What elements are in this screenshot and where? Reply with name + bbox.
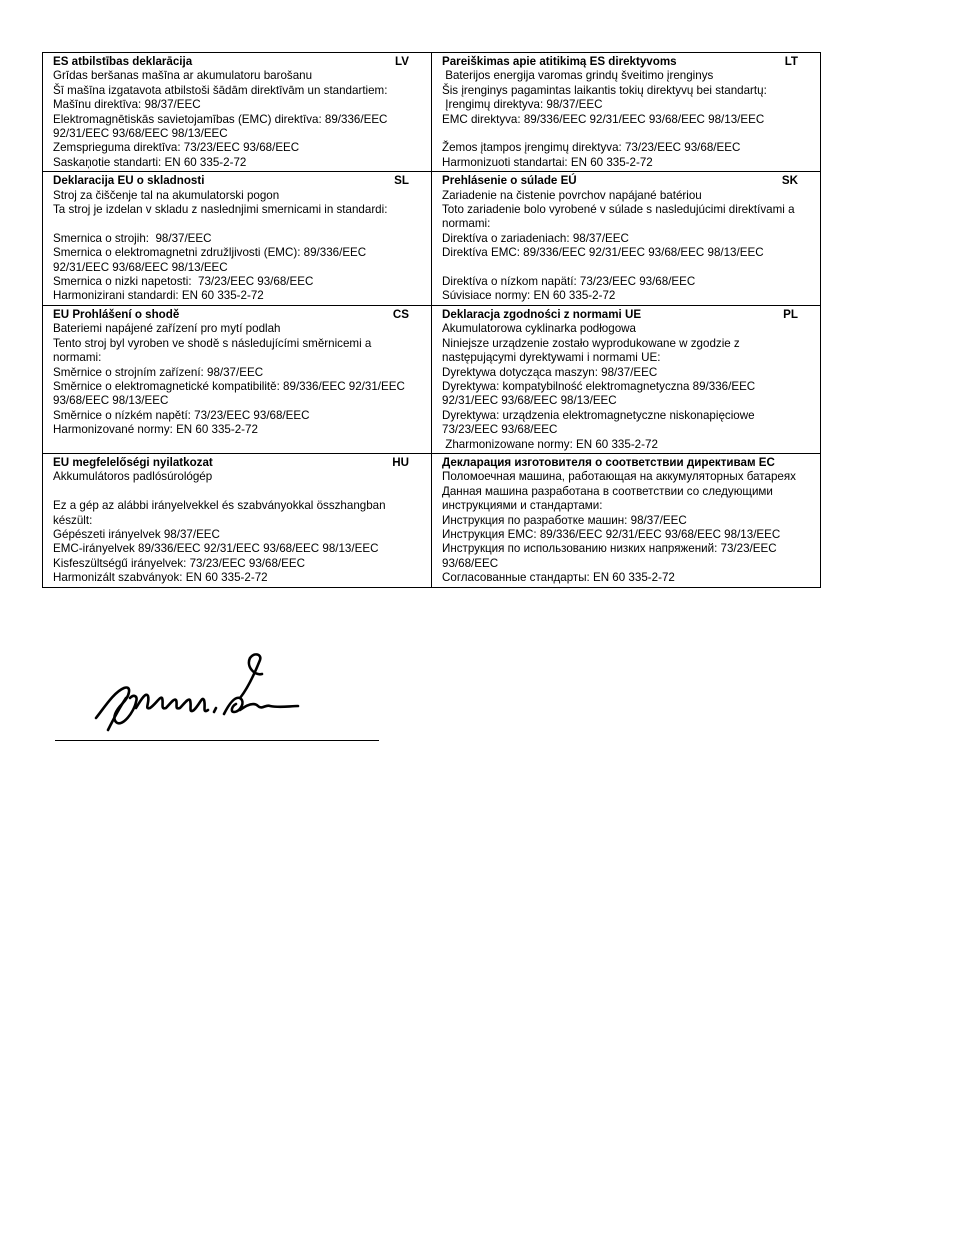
- declaration-line: Saskaņotie standarti: EN 60 335-2-72: [53, 155, 247, 169]
- declaration-cell: [432, 53, 821, 172]
- declaration-line: Baterijos energija varomas grindų šveitimo įrenginys: [442, 69, 714, 83]
- declaration-line: Elektromagnētiskās savietojamības (EMC) direktīva: 89/336/EEC 92/31/EEC 93/68/EEC 98/13/EEC: [53, 112, 391, 141]
- declaration-cell: [432, 453, 821, 587]
- declaration-line: Směrnice o elektromagnetické kompatibilitě: 89/336/EEC 92/31/EEC 93/68/EEC 98/13/EEC: [53, 379, 409, 408]
- declaration-line: Bateriemi napájené zařízení pro mytí podlah: [53, 322, 281, 336]
- declaration-line: Zemsprieguma direktīva: 73/23/EEC 93/68/EEC: [53, 141, 300, 155]
- declaration-header: [53, 456, 421, 470]
- declaration-line: Direktíva EMC: 89/336/EEC 92/31/EEC 93/68/EEC 98/13/EEC: [442, 246, 764, 260]
- declaration-cell: [432, 305, 821, 453]
- declaration-line: Niniejsze urządzenie zostało wyprodukowane w zgodzie z następującymi dyrektywami i normami UE:: [442, 336, 743, 365]
- declaration-line: Инструкция EMC: 89/336/EEC 92/31/EEC 93/68/EEC 98/13/EEC: [442, 527, 781, 541]
- declaration-cell: [43, 305, 432, 453]
- declaration-header: [442, 308, 810, 322]
- declaration-line: Súvisiace normy: EN 60 335-2-72: [442, 289, 616, 303]
- declarations-table: [42, 52, 821, 588]
- declaration-line: Akkumulátoros padlósúrológép: [53, 470, 213, 484]
- declaration-line: Zariadenie na čistenie povrchov napájané batériou: [442, 188, 702, 202]
- declaration-line: Dyrektywa: urządzenia elektromagnetyczne niskonapięciowe 73/23/EEC 93/68/EEC: [442, 408, 758, 437]
- declaration-row: [43, 172, 821, 306]
- declaration-row: [43, 453, 821, 587]
- declaration-line: Šis įrenginys pagamintas laikantis tokių direktyvų bei standartų:: [442, 83, 767, 97]
- declaration-header: [442, 456, 810, 470]
- declaration-cell: [432, 172, 821, 306]
- declaration-title: Prehlásenie o súlade EÚ: [442, 174, 577, 188]
- declaration-line: EMC direktyva: 89/336/EEC 92/31/EEC 93/68/EEC 98/13/EEC: [442, 112, 765, 126]
- declaration-cell: [43, 172, 432, 306]
- declaration-line: [53, 485, 421, 499]
- declaration-line: Harmonizált szabványok: EN 60 335-2-72: [53, 571, 268, 585]
- declaration-line: Šī mašīna izgatavota atbilstoši šādām direktīvām un standartiem:: [53, 83, 388, 97]
- declaration-line: Grīdas beršanas mašīna ar akumulatoru barošanu: [53, 69, 313, 83]
- language-code: SK: [781, 174, 798, 188]
- declaration-line: Mašīnu direktīva: 98/37/EEC: [53, 98, 201, 112]
- declaration-line: Ta stroj je izdelan v skladu z naslednjimi smernicami in standardi:: [53, 203, 388, 217]
- signature-icon: [90, 652, 302, 736]
- signature-line: [55, 740, 379, 741]
- declaration-line: Direktíva o zariadeniach: 98/37/EEC: [442, 231, 629, 245]
- declaration-line: Žemos įtampos įrengimų direktyva: 73/23/EEC 93/68/EEC: [442, 141, 741, 155]
- language-code: LT: [784, 55, 798, 68]
- declaration-title: EU Prohlášení o shodě: [53, 307, 180, 321]
- declaration-line: Směrnice o strojním zařízení: 98/37/EEC: [53, 365, 264, 379]
- declaration-line: Данная машина разработана в соответствии со следующими инструкциями и стандартами:: [442, 484, 777, 513]
- declaration-line: Smernica o strojih: 98/37/EEC: [53, 231, 212, 245]
- declaration-line: Harmonizované normy: EN 60 335-2-72: [53, 423, 258, 437]
- declaration-title: Pareiškimas apie atitikimą ES direktyvoms: [442, 55, 677, 68]
- declaration-line: Harmonizirani standardi: EN 60 335-2-72: [53, 289, 264, 303]
- declaration-title: Декларация изготовителя о соответствии директивам ЕС: [442, 455, 775, 469]
- declaration-line: Toto zariadenie bolo vyrobené v súlade s nasledujúcimi direktívami a normami:: [442, 203, 798, 231]
- declaration-line: [442, 261, 810, 275]
- declaration-line: EMC-irányelvek 89/336/EEC 92/31/EEC 93/68/EEC 98/13/EEC: [53, 542, 379, 556]
- declaration-line: Įrengimų direktyva: 98/37/EEC: [442, 98, 603, 112]
- declaration-line: Инструкция по разработке машин: 98/37/EEC: [442, 513, 687, 527]
- language-code: CS: [392, 307, 409, 321]
- declaration-line: Stroj za čiščenje tal na akumulatorski pogon: [53, 188, 280, 202]
- declaration-line: Smernica o elektromagnetni združljivosti (EMC): 89/336/EEC 92/31/EEC 93/68/EEC 98/13/EEC: [53, 246, 370, 274]
- declaration-line: Smernica o nizki napetosti: 73/23/EEC 93/68/EEC: [53, 275, 314, 289]
- declaration-line: Dyrektywa: kompatybilność elektromagnetyczna 89/336/EEC 92/31/EEC 93/68/EEC 98/13/EEC: [442, 379, 759, 408]
- declaration-line: Инструкция по использованию низких напряжений: 73/23/EEC 93/68/EEC: [442, 542, 780, 570]
- declaration-line: Akumulatorowa cyklinarka podłogowa: [442, 322, 636, 336]
- declaration-row: [43, 305, 821, 453]
- declaration-cell: [43, 453, 432, 587]
- declaration-header: [442, 55, 810, 69]
- declaration-line: Согласованные стандарты: EN 60 335-2-72: [442, 571, 675, 585]
- language-code: PL: [783, 307, 798, 321]
- declaration-header: [442, 174, 810, 188]
- language-code: LV: [395, 55, 409, 68]
- declaration-line: Tento stroj byl vyroben ve shodě s následujícími směrnicemi a normami:: [53, 336, 375, 365]
- declaration-line: [442, 127, 810, 141]
- declaration-line: Ez a gép az alábbi irányelvekkel és szabványokkal összhangban készült:: [53, 499, 389, 527]
- declaration-line: Поломоечная машина, работающая на аккумуляторных батареях: [442, 470, 796, 484]
- declaration-line: Dyrektywa dotycząca maszyn: 98/37/EEC: [442, 365, 658, 379]
- declaration-title: EU megfelelőségi nyilatkozat: [53, 455, 213, 469]
- declaration-line: Směrnice o nízkém napětí: 73/23/EEC 93/68/EEC: [53, 408, 310, 422]
- language-code: SL: [394, 174, 409, 188]
- declaration-line: Gépészeti irányelvek 98/37/EEC: [53, 527, 220, 541]
- declaration-header: [53, 55, 421, 69]
- language-code: HU: [392, 455, 409, 469]
- declaration-row: [43, 53, 821, 172]
- declaration-title: ES atbilstības deklarācija: [53, 55, 193, 68]
- declaration-header: [53, 308, 421, 322]
- declaration-line: Direktíva o nízkom napätí: 73/23/EEC 93/68/EEC: [442, 275, 696, 289]
- declaration-line: [53, 217, 421, 231]
- declaration-line: Kisfeszültségű irányelvek: 73/23/EEC 93/68/EEC: [53, 556, 305, 570]
- declaration-cell: [43, 53, 432, 172]
- declaration-title: Deklaracja zgodności z normami UE: [442, 307, 642, 321]
- declaration-title: Deklaracija EU o skladnosti: [53, 174, 205, 188]
- declaration-line: Harmonizuoti standartai: EN 60 335-2-72: [442, 155, 653, 169]
- declaration-line: Zharmonizowane normy: EN 60 335-2-72: [442, 437, 658, 451]
- declarations-table-body: [43, 53, 821, 588]
- declaration-header: [53, 174, 421, 188]
